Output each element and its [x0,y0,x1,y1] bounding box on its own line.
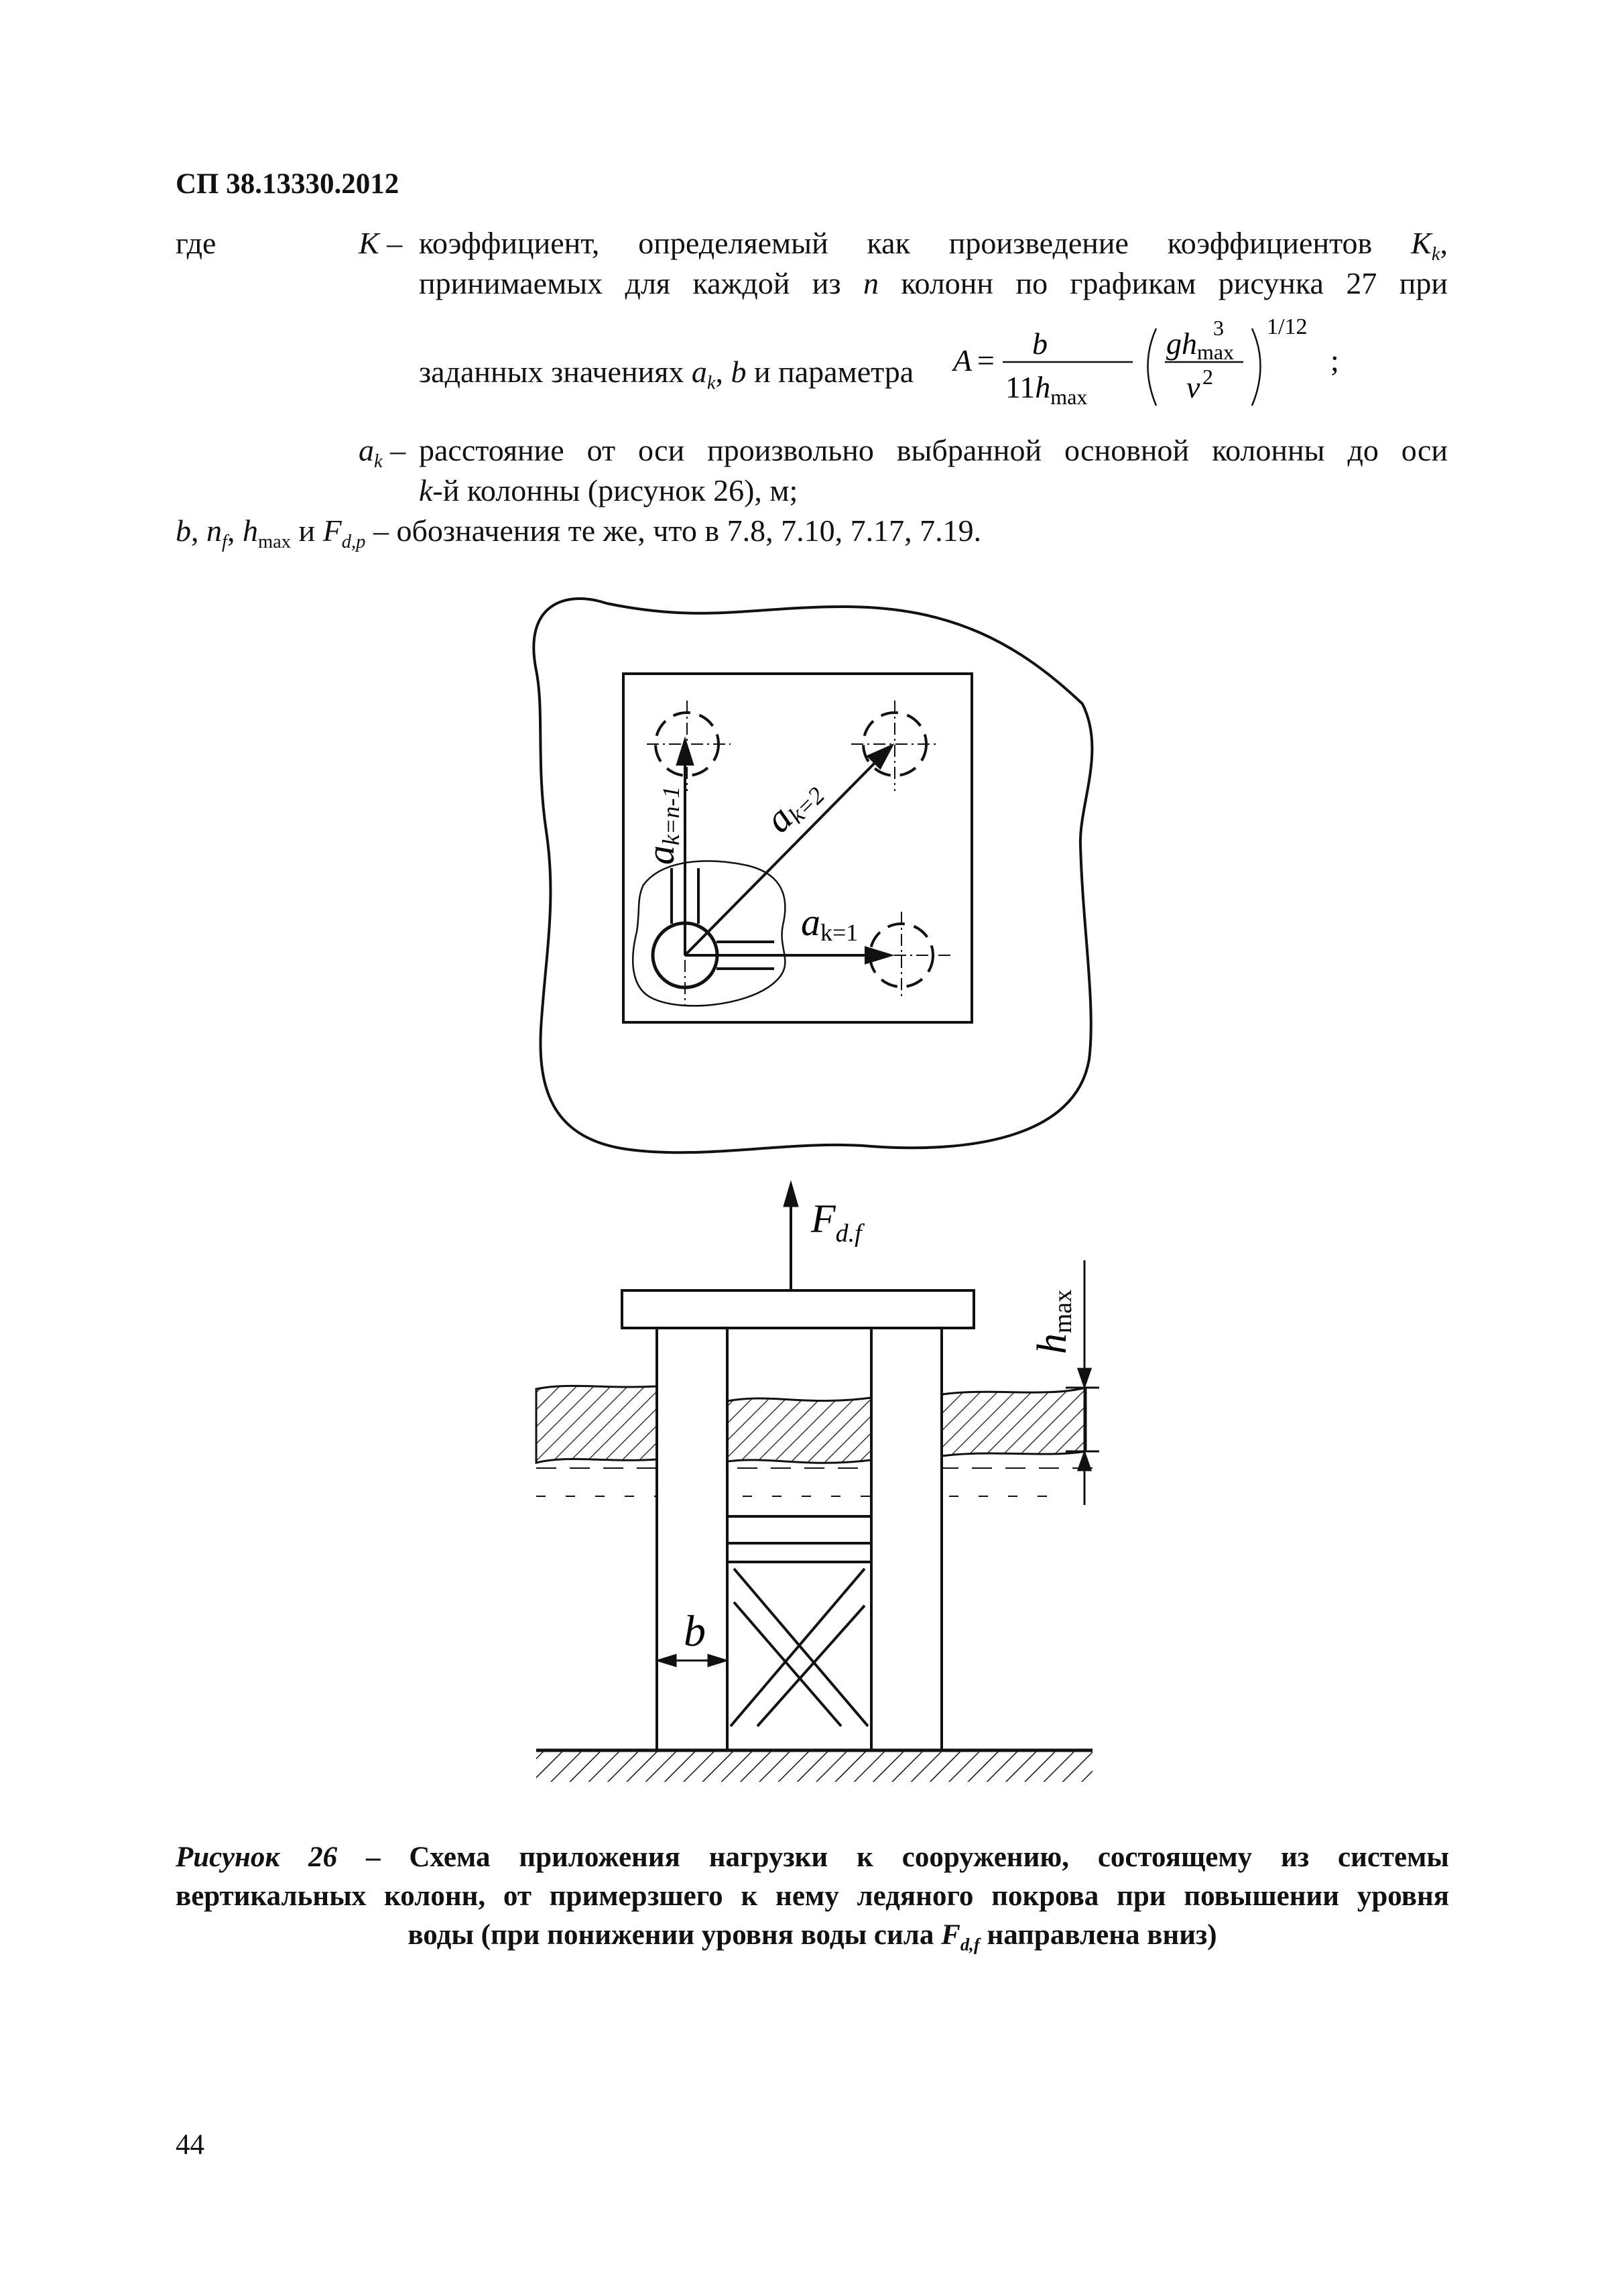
others-f-sub: d,p [341,531,366,552]
where-word: где [176,226,216,260]
formula-inner-v-sup: 2 [1202,365,1213,389]
formula-a-symbol: A [953,343,973,377]
label-a-k-n-1: ak=n-1 [639,786,684,865]
k-symbol: K [359,226,379,260]
distance-arrows [678,741,891,963]
ice-layer-middle [727,1398,871,1463]
ak-sub: k [706,372,716,394]
formula-semicolon: ; [1330,343,1339,377]
others-h: h [242,513,258,548]
others-and: и [291,513,323,548]
formula-inner-sub: max [1197,340,1235,364]
k-line3-comma: , [715,355,731,389]
formula-inner-h: h [1182,326,1197,361]
caption-prefix: Рисунок 26 [176,1841,338,1873]
others-n-sub: f [222,531,227,552]
definition-ak-line1: расстояние от оси произвольно выбранной основной колонны до оси [419,433,1448,467]
k-dash: – [379,226,403,260]
deck-slab [622,1290,974,1328]
formula-inner-v: v [1186,370,1200,404]
others-n: n [206,513,222,548]
k-line2-rest: колонн по графикам рисунка 27 при [879,266,1448,300]
k-line2-text: принимаемых для каждой из [419,266,863,300]
ice-layer-left [536,1386,657,1463]
caption-line1-text: Схема приложения нагрузки к сооружению, состоящему из системы [409,1841,1450,1873]
column-right [871,1328,942,1750]
ak-def-sub: k [374,450,383,472]
n-symbol: n [863,266,879,300]
formula-inner-g: g [1166,326,1182,361]
formula-den-h: h [1035,370,1051,404]
bracing [727,1516,871,1726]
ice-layer-right [942,1388,1086,1456]
figure-caption [176,1838,1449,1955]
figure-elevation-view [0,1166,1622,1810]
caption-f: F [941,1919,960,1951]
formula-exponent: 1/12 [1267,315,1308,339]
force-arrow [784,1181,798,1290]
ak-line2-k: k [419,473,433,507]
formula-equals: = [977,343,995,377]
k-line1-end: , [1440,226,1448,260]
formula-num-b: b [1032,326,1048,361]
k-line3-param: и параметра [746,355,914,389]
page-number: 44 [176,2129,204,2161]
caption-line3-prefix: воды (при понижении уровня воды сила [408,1919,942,1951]
h-max-label: hmax [1030,1289,1077,1354]
caption-f-sub: d,f [960,1934,980,1955]
caption-line2: вертикальных колонн, от примерзшего к нему ледяного покрова при повышении уровня [176,1880,1449,1912]
formula-den-sub: max [1050,385,1088,409]
formula-den-11: 11 [1005,370,1036,404]
label-a-k-1: ak=1 [801,900,859,946]
k-line3-prefix: заданных значениях [419,355,692,389]
k-line1-prefix: коэффициент, определяемый как произведение коэффициентов [419,226,1412,260]
force-label: $F_{d.f}$ [811,1197,862,1248]
column-centerlines [647,701,952,1006]
kk-sub: k [1431,243,1440,265]
others-text: обозначения те же, что в 7.8, 7.10, 7.17, 7.19. [396,513,982,548]
label-a-k-2: ak=2 [756,782,830,841]
ak-def-symbol: a [359,433,374,467]
document-header: СП 38.13330.2012 [176,168,399,200]
ak-symbol: a [691,355,707,389]
ice-field-outline [534,599,1092,1152]
caption-line3-suffix: направлена вниз) [979,1919,1217,1951]
caption-dash: – [337,1841,410,1873]
column-left [657,1328,727,1750]
b-symbol: b [731,355,747,389]
others-h-sub: max [257,531,292,552]
kk-symbol: K [1411,226,1432,260]
ground-hatch [536,1752,1093,1782]
ak-line2-rest: -й колонны (рисунок 26), м; [432,473,798,507]
others-b: b [176,513,191,548]
b-label: b [684,1607,706,1656]
formula-inner-sup: 3 [1213,316,1224,340]
others-comma1: , [191,513,206,548]
others-f: F [322,513,342,548]
others-dash: – [365,513,397,548]
caption-line1 [176,1838,1449,1877]
ak-def-dash: – [382,433,406,467]
others-comma2: , [227,513,243,548]
caption-line3 [176,1916,1449,1955]
